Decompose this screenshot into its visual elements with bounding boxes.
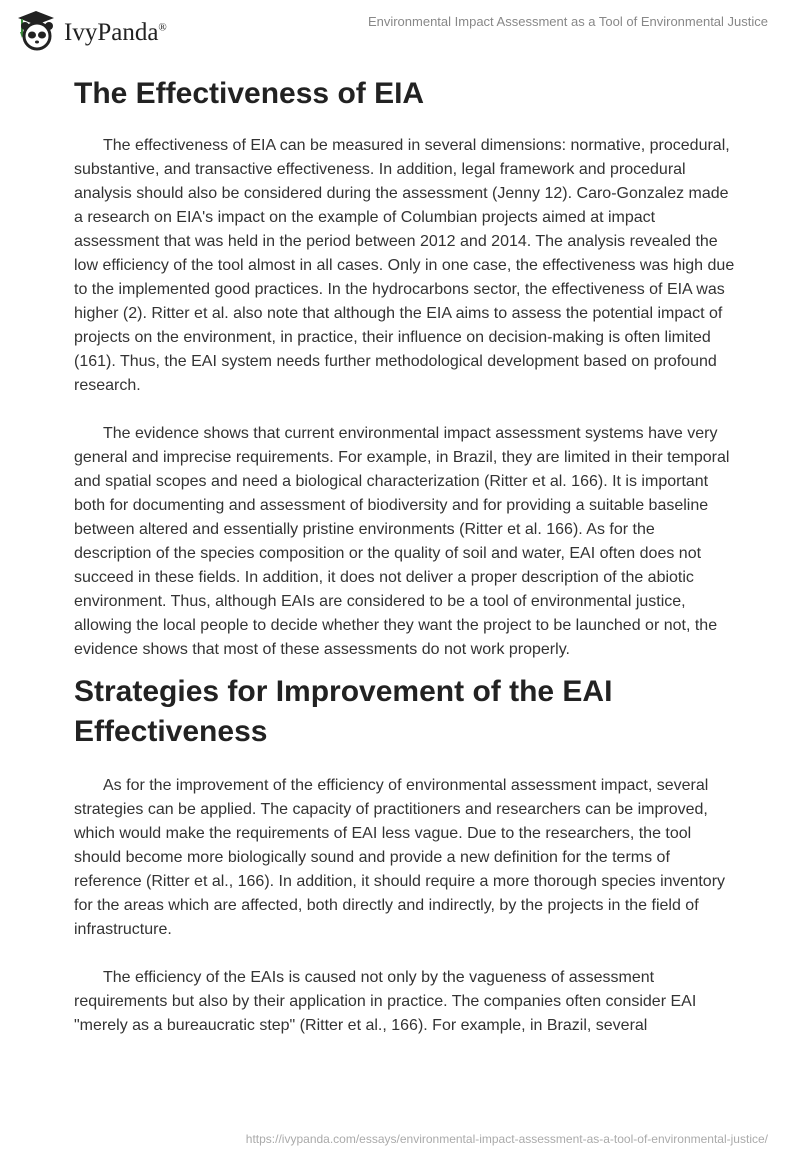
paragraph: The effectiveness of EIA can be measured in several dimensions: normative, procedural, substantive, and transactive effectiveness. In addition, legal framework and procedural analysis should also be considered during the assessment (Jenny 12). Caro-Gonzalez made a research on EIA's impact on the example of Columbian projects aimed at impact assessment that was held in the period between 2012 and 2014. The analysis revealed the low efficiency of the tool almost in all cases. Only in one case, the effectiveness was high due to the implemented good practices. In the hydrocarbons sector, the effectiveness of EIA was higher (2). Ritter et al. also note that although the EIA aims to assess the potential impact of projects on the environment, in practice, their influence on decision-making is often limited (161). Thus, the EAI system needs further methodological development based on profound research. xyxy=(74,137,735,394)
paragraph: The evidence shows that current environmental impact assessment systems have very general and imprecise requirements. For example, in Brazil, they are limited in their temporal and spatial scopes and need a biological characterization (Ritter et al. 166). It is important both for documenting and assessment of biodiversity and for providing a suitable baseline between altered and essentially pristine environments (Ritter et al. 166). As for the description of the species composition or the quality of soil and water, EAI often does not succeed in these fields. In addition, it does not deliver a proper description of the abiotic environment. Thus, although EAIs are considered to be a tool of environmental justice, allowing the local people to decide whether they want the project to be launched or not, the evidence shows that most of these assessments do not work properly. xyxy=(74,425,730,658)
paragraph: As for the improvement of the efficiency of environmental assessment impact, several strategies can be applied. The capacity of practitioners and researchers can be improved, which would make the requirements of EAI less vague. Due to the researchers, the tool should become more biologically sound and provide a new definition for the terms of reference (Ritter et al., 166). In addition, it should require a more thorough species inventory for the areas which are affected, both directly and indirectly, by the projects in the field of infrastructure. xyxy=(74,777,726,938)
section-heading: The Effectiveness of EIA xyxy=(74,77,425,110)
page-header xyxy=(0,0,800,56)
essay-content xyxy=(74,74,736,1038)
paragraph: The efficiency of the EAIs is caused not only by the vagueness of assessment requirements but also by their application in practice. The companies often consider EAI "merely as a bureaucratic step" (Ritter et al., 166). For example, in Brazil, several xyxy=(74,969,697,1034)
ivypanda-logo[interactable] xyxy=(14,8,167,52)
panda-graduate-icon xyxy=(14,8,58,52)
source-url[interactable]: https://ivypanda.com/essays/environmental-impact-assessment-as-a-tool-of-environmental-justice/ xyxy=(245,1132,768,1146)
section-heading: Strategies for Improvement of the EAI Effectiveness xyxy=(74,675,613,748)
logo-text: IvyPanda® xyxy=(64,19,167,46)
document-title: Environmental Impact Assessment as a Tool of Environmental Justice xyxy=(367,14,768,29)
